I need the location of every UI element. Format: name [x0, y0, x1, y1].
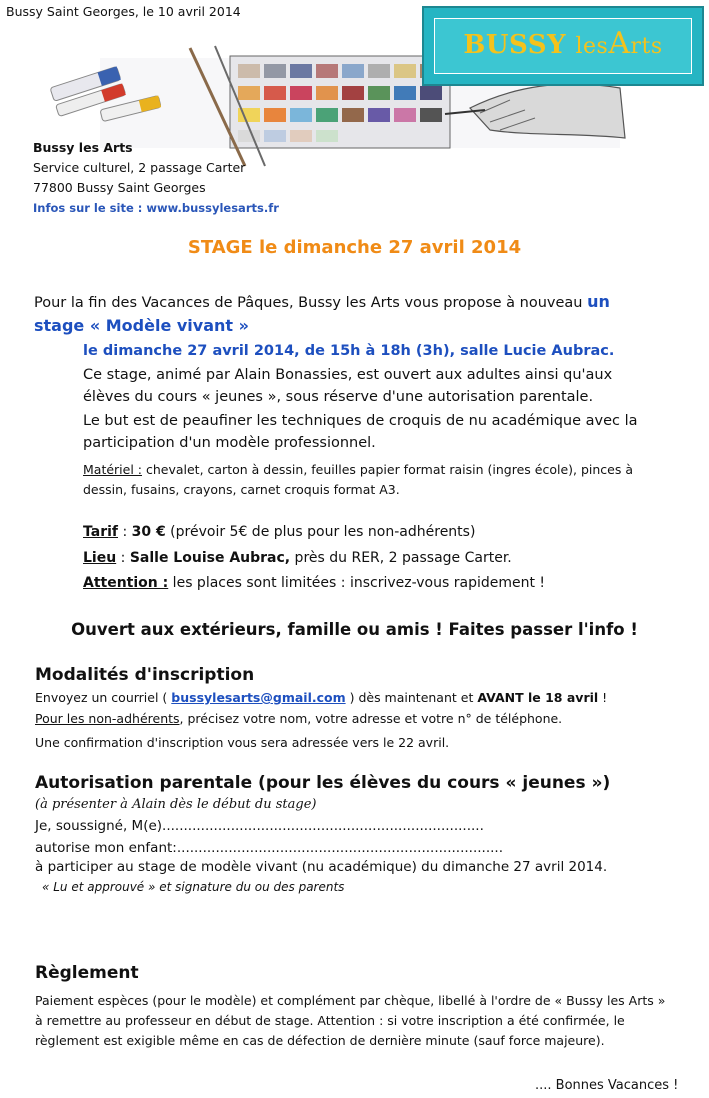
reglement-line-1: Paiement espèces (pour le modèle) et complément par chèque, libellé à l'ordre de « Bussy les Arts »: [35, 993, 666, 1008]
autorisation-line-1: Je, soussigné, M(e)...........................................................................: [35, 818, 484, 834]
org-name: Bussy les Arts: [33, 140, 133, 155]
intro-line-5: élèves du cours « jeunes », sous réserve d'une autorisation parentale.: [83, 389, 594, 405]
autorisation-heading: Autorisation parentale (pour les élèves du cours « jeunes »): [35, 773, 611, 793]
logo-word-rts: rts: [630, 34, 663, 59]
signature-line: « Lu et approuvé » et signature du ou des parents: [42, 880, 345, 894]
logo-word-bussy: BUSSY: [463, 30, 567, 60]
modalites-heading: Modalités d'inscription: [35, 665, 255, 685]
reglement-line-3: règlement est exigible même en cas de défection de dernière minute (sauf force majeure).: [35, 1033, 605, 1048]
reglement-line-2: à remettre au professeur en début de stage. Attention : si votre inscription a été confirmée, le: [35, 1013, 625, 1028]
logo-letter-a: A: [608, 26, 631, 61]
org-address-line2: 77800 Bussy Saint Georges: [33, 180, 206, 195]
autorisation-note: (à présenter à Alain dès le début du stage): [35, 797, 317, 812]
attention-line: Attention : les places sont limitées : inscrivez-vous rapidement !: [83, 575, 546, 591]
open-to-all-line: Ouvert aux extérieurs, famille ou amis ! Faites passer l'info !: [71, 620, 638, 639]
intro-line-7: participation d'un modèle professionnel.: [83, 435, 376, 451]
modalites-line-2: Pour les non-adhérents, précisez votre nom, votre adresse et votre n° de téléphone.: [35, 711, 563, 726]
org-website-link[interactable]: Infos sur le site : www.bussylesarts.fr: [33, 201, 279, 215]
page-title: STAGE le dimanche 27 avril 2014: [187, 237, 522, 258]
closing-line: .... Bonnes Vacances !: [535, 1078, 679, 1093]
intro-line-6: Le but est de peaufiner les techniques de croquis de nu académique avec la: [83, 413, 638, 429]
tarif-line: Tarif : 30 € (prévoir 5€ de plus pour les non-adhérents): [83, 524, 476, 540]
modalites-line-3: Une confirmation d'inscription vous sera adressée vers le 22 avril.: [35, 735, 450, 750]
email-link[interactable]: bussylesarts@gmail.com: [171, 690, 346, 705]
modalites-line-1: Envoyez un courriel ( bussylesarts@gmail.com ) dès maintenant et AVANT le 18 avril !: [35, 690, 608, 705]
intro-line-4: Ce stage, animé par Alain Bonassies, est ouvert aux adultes ainsi qu'aux: [83, 367, 613, 383]
autorisation-line-3: à participer au stage de modèle vivant (nu académique) du dimanche 27 avril 2014.: [35, 859, 608, 875]
bussy-les-arts-logo: [422, 6, 704, 86]
reglement-heading: Règlement: [35, 963, 139, 983]
intro-stage-name: stage « Modèle vivant »: [34, 316, 249, 335]
materiel-line-2: dessin, fusains, crayons, carnet croquis format A3.: [83, 482, 400, 497]
logo-word-les: les: [575, 34, 609, 59]
dateline: Bussy Saint Georges, le 10 avril 2014: [6, 4, 241, 19]
autorisation-line-2: autorise mon enfant:............................................................................: [35, 840, 503, 856]
organization-address: [33, 138, 279, 218]
intro-date-location: le dimanche 27 avril 2014, de 15h à 18h (3h), salle Lucie Aubrac.: [83, 343, 615, 359]
materiel-line-1: Matériel : chevalet, carton à dessin, feuilles papier format raisin (ingres école), pinces à: [83, 462, 633, 477]
lieu-line: Lieu : Salle Louise Aubrac, près du RER, 2 passage Carter.: [83, 550, 512, 566]
intro-line-1: Pour la fin des Vacances de Pâques, Bussy les Arts vous propose à nouveau un: [34, 292, 610, 311]
org-address-line1: Service culturel, 2 passage Carter: [33, 160, 246, 175]
